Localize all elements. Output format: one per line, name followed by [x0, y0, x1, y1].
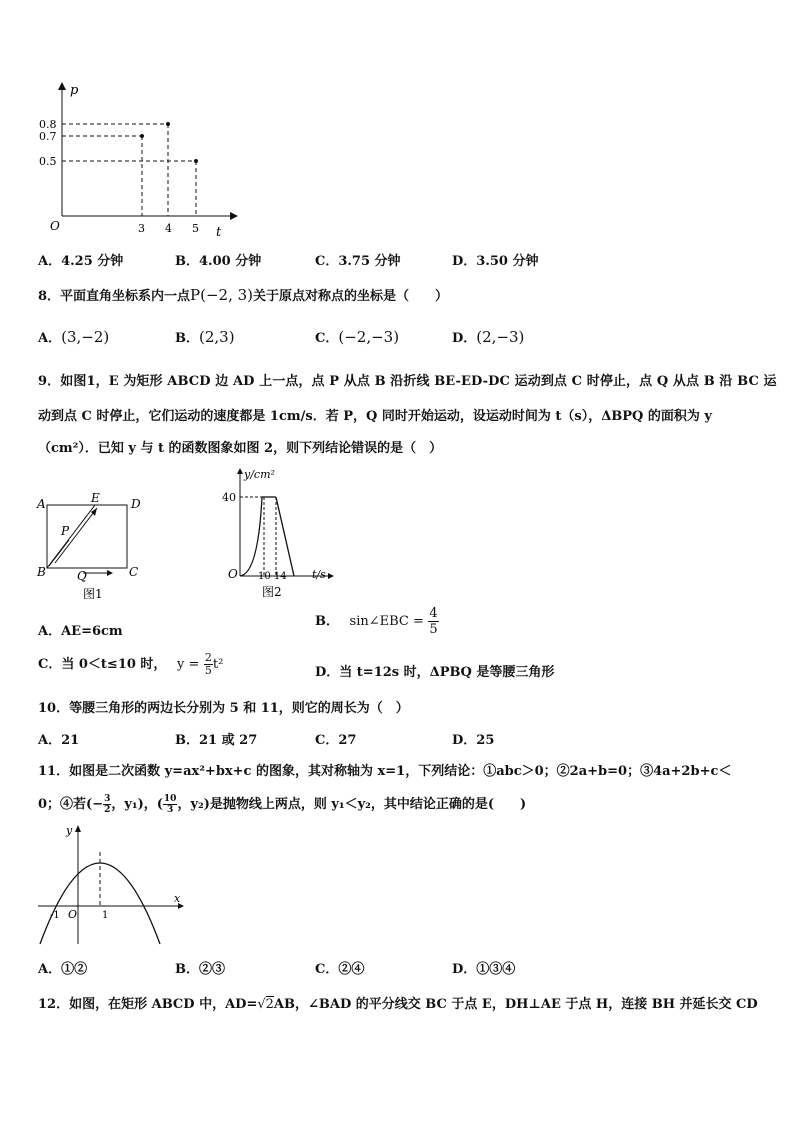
tick-neg1: -1	[50, 910, 60, 921]
label-e: E	[91, 491, 100, 505]
q7-option-b[interactable]	[175, 250, 261, 269]
option-expression: y =	[176, 657, 200, 672]
option-text: 25	[476, 733, 495, 748]
option-letter: C．	[315, 254, 339, 269]
q8-option-c[interactable]	[315, 327, 399, 346]
origin-label: O	[228, 567, 238, 581]
label-a: A	[37, 497, 46, 511]
label-c: C	[129, 565, 139, 579]
option-text: (3,−2)	[61, 328, 110, 346]
q9-option-c[interactable]	[38, 652, 223, 677]
option-letter: D．	[452, 733, 477, 748]
y-tick: 0.7	[39, 130, 57, 143]
q7-option-c[interactable]	[315, 250, 401, 269]
q9-option-a[interactable]: A．AE=6cm	[38, 624, 123, 639]
q10-option-a[interactable]	[38, 729, 79, 748]
q11-stem-line1: 11．如图是二次函数 y=ax²+bx+c 的图象，其对称轴为 x=1，下列结论：①abc＞0；②2a+b=0；③4a+2b+c＜	[38, 764, 732, 779]
option-letter: B．	[175, 733, 199, 748]
figure-caption: 图2	[262, 585, 282, 599]
option-letter: A．	[38, 733, 62, 748]
option-letter: D．	[452, 331, 477, 346]
x-tick: 3	[138, 222, 145, 235]
q12-stem-text: AB，∠BAD 的平分线交 BC 于点 E，DH⊥AE 于点 H，连接 BH 并延长交 CD	[273, 997, 758, 1012]
q9-stem-line1: 9．如图1，E 为矩形 ABCD 边 AD 上一点，点 P 从点 B 沿折线 BE-ED-DC 运动到点 C 时停止，点 Q 从点 B 沿 BC 运	[38, 374, 777, 389]
pt-graph	[30, 80, 240, 240]
q12-stem-text: 12．如图，在矩形 ABCD 中，AD=	[38, 997, 258, 1012]
q7-option-a[interactable]	[38, 250, 123, 269]
parabola-graph	[30, 822, 190, 950]
tick-1: 1	[102, 910, 109, 921]
q11-option-b[interactable]	[175, 958, 225, 977]
figure-2-graph	[218, 466, 338, 603]
q8-stem-text: 8．平面直角坐标系内一点	[38, 289, 191, 304]
y-tick: 0.8	[39, 118, 57, 131]
q8-stem-text: 关于原点对称点的坐标是（ ）	[253, 289, 449, 304]
option-letter: B．	[175, 254, 199, 269]
label-p: P	[61, 524, 70, 538]
option-letter: B．	[315, 614, 339, 629]
option-text: (2,−3)	[476, 328, 525, 346]
option-text: C．当 0＜t≤10 时，	[38, 657, 167, 672]
option-expression: sin∠EBC =	[349, 614, 424, 629]
fraction: $\frac{10}{3}$	[163, 794, 177, 815]
q12-stem	[38, 993, 758, 1012]
option-letter: B．	[175, 331, 199, 346]
q9-option-d[interactable]: D．当 t=12s 时，ΔPBQ 是等腰三角形	[315, 665, 555, 680]
x-axis-label: x	[174, 892, 181, 905]
option-expression: t²	[212, 657, 224, 672]
x-axis-label: t/s	[312, 568, 326, 581]
option-text: ①③④	[476, 962, 516, 977]
option-letter: A．	[38, 331, 62, 346]
option-letter: B．	[175, 962, 199, 977]
q11-option-d[interactable]	[452, 958, 515, 977]
q10-option-d[interactable]	[452, 729, 494, 748]
option-text: ②④	[338, 962, 365, 977]
q8-point: P(−2, 3)	[190, 286, 254, 304]
q8-option-d[interactable]	[452, 327, 524, 346]
option-text: (−2,−3)	[338, 328, 400, 346]
y-tick: 40	[222, 491, 236, 504]
q10-option-c[interactable]	[315, 729, 356, 748]
label-d: D	[131, 497, 141, 511]
option-letter: A．	[38, 254, 62, 269]
fraction: $\frac{3}{2}$	[104, 794, 111, 815]
option-letter: A．	[38, 962, 62, 977]
y-tick: 0.5	[39, 155, 57, 168]
q8-option-b[interactable]	[175, 327, 235, 346]
q10-stem: 10．等腰三角形的两边长分别为 5 和 11，则它的周长为（ ）	[38, 701, 409, 716]
option-text: 21	[61, 733, 80, 748]
q11-stem-line2: 0；④若(− $\frac{3}{2}$ ，y₁)，( $\frac{10}{3}$ ，y₂)是抛物线上两点，则 y₁＜y₂，其中结论正确的是( )	[38, 794, 527, 815]
option-text: 3.75 分钟	[338, 254, 401, 269]
option-letter: C．	[315, 331, 339, 346]
option-text: 21 或 27	[199, 733, 258, 748]
option-text: 4.25 分钟	[61, 254, 124, 269]
q11-option-c[interactable]	[315, 958, 364, 977]
option-text: 27	[338, 733, 357, 748]
y-axis-label: p	[70, 83, 79, 98]
origin-label: O	[68, 908, 78, 921]
option-text: (2,3)	[199, 328, 235, 346]
x-axis-label: t	[216, 225, 222, 240]
label-q: Q	[77, 569, 87, 583]
option-letter: C．	[315, 733, 339, 748]
figure-caption: 图1	[83, 587, 103, 601]
sqrt-sign: √	[257, 997, 266, 1012]
x-ticks: 10 14	[258, 571, 287, 582]
fraction: $\frac{2}{5}$	[204, 651, 212, 677]
sqrt-radicand: 2	[265, 997, 274, 1012]
q7-option-d[interactable]	[452, 250, 538, 269]
x-tick: 5	[192, 222, 199, 235]
label-b: B	[37, 565, 46, 579]
y-axis-label: y	[66, 824, 73, 837]
q8-stem	[38, 285, 448, 304]
q8-option-a[interactable]	[38, 327, 109, 346]
q9-stem-line3: （cm²）．已知 y 与 t 的函数图象如图 2，则下列结论错误的是（ ）	[38, 441, 443, 456]
option-letter: C．	[315, 962, 339, 977]
fraction: $\frac{4}{5}$	[429, 606, 438, 637]
figure-1-rectangle	[35, 488, 155, 603]
option-text: 3.50 分钟	[476, 254, 539, 269]
option-text: 4.00 分钟	[199, 254, 262, 269]
q9-option-b[interactable]	[315, 606, 439, 637]
option-letter: D．	[452, 254, 477, 269]
q11-option-a[interactable]	[38, 958, 87, 977]
x-tick: 4	[165, 222, 172, 235]
origin-label: O	[50, 219, 60, 233]
q10-option-b[interactable]	[175, 729, 257, 748]
option-text: ②③	[199, 962, 226, 977]
option-letter: D．	[452, 962, 477, 977]
y-axis-label: y/cm²	[244, 468, 275, 481]
q9-stem-line2: 动到点 C 时停止，它们运动的速度都是 1cm/s．若 P，Q 同时开始运动，设运动时间为 t（s），ΔBPQ 的面积为 y	[38, 409, 712, 424]
option-text: ①②	[61, 962, 88, 977]
